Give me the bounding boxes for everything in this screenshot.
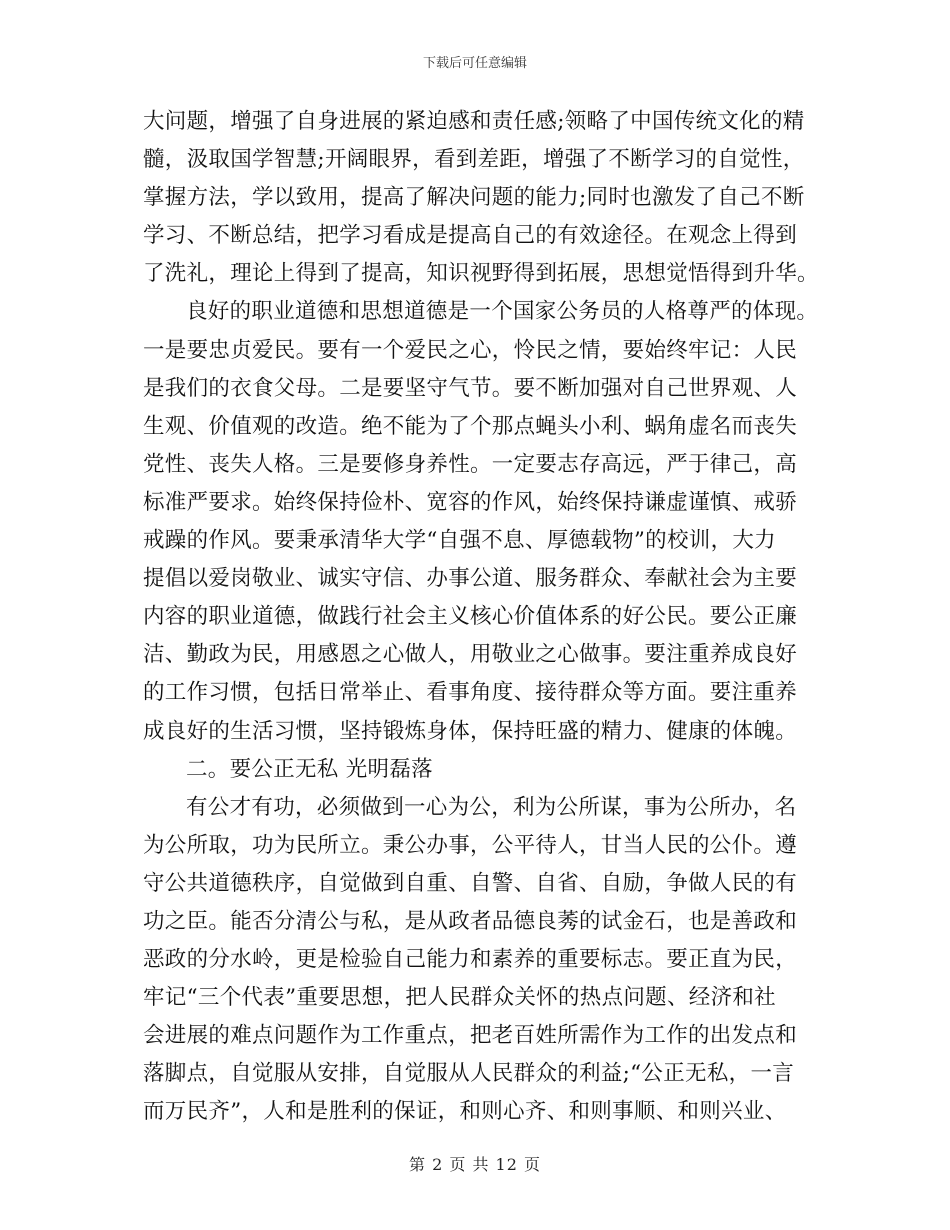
section-heading: 二。要公正无私 光明磊落 xyxy=(186,756,433,782)
body-line: 而万民齐”，人和是胜利的保证，和则心齐、和则事顺、和则兴业、 xyxy=(143,1099,787,1125)
body-line: 标准严要求。始终保持俭朴、宽容的作风，始终保持谦虚谨慎、戒骄 xyxy=(143,489,798,515)
body-line: 提倡以爱岗敬业、诚实守信、办事公道、服务群众、奉献社会为主要 xyxy=(143,566,798,592)
body-line: 党性、丧失人格。三是要修身养性。一定要志存高远，严于律己，高 xyxy=(143,451,798,477)
body-line: 功之臣。能否分清公与私，是从政者品德良莠的试金石，也是善政和 xyxy=(143,908,798,934)
body-line: 一是要忠贞爱民。要有一个爱民之心，怜民之情，要始终牢记：人民 xyxy=(143,337,798,363)
body-line: 守公共道德秩序，自觉做到自重、自警、自省、自励，争做人民的有 xyxy=(143,870,798,896)
body-line: 了洗礼，理论上得到了提高，知识视野得到拓展，思想觉悟得到升华。 xyxy=(143,261,819,287)
body-line: 洁、勤政为民，用感恩之心做人，用敬业之心做事。要注重养成良好 xyxy=(143,642,798,668)
body-line: 落脚点，自觉服从安排，自觉服从人民群众的利益;“公正无私，一言 xyxy=(143,1061,795,1087)
body-line: 恶政的分水岭，更是检验自己能力和素养的重要标志。要正直为民， xyxy=(143,947,798,973)
body-line: 生观、价值观的改造。绝不能为了个那点蝇头小利、蜗角虚名而丧失 xyxy=(143,413,798,439)
page-number-footer: 第 2 页 共 12 页 xyxy=(409,1155,541,1174)
body-line: 会进展的难点问题作为工作重点，把老百姓所需作为工作的出发点和 xyxy=(143,1023,798,1049)
document-body xyxy=(143,103,823,1132)
body-line: 为公所取，功为民所立。秉公办事，公平待人，甘当人民的公仆。遵 xyxy=(143,832,798,858)
body-line: 是我们的衣食父母。二是要坚守气节。要不断加强对自己世界观、人 xyxy=(143,375,798,401)
body-line: 的工作习惯，包括日常举止、看事角度、接待群众等方面。要注重养 xyxy=(143,680,798,706)
paragraph-start-line: 良好的职业道德和思想道德是一个国家公务员的人格尊严的体现。 xyxy=(186,299,819,325)
page-header: 下载后可任意编辑 xyxy=(422,56,527,71)
body-line: 学习、不断总结，把学习看成是提高自己的有效途径。在观念上得到 xyxy=(143,223,798,249)
body-line: 内容的职业道德，做践行社会主义核心价值体系的好公民。要公正廉 xyxy=(143,604,798,630)
body-line: 髓，汲取国学智慧;开阔眼界，看到差距，增强了不断学习的自觉性， xyxy=(143,147,805,173)
body-line: 掌握方法，学以致用，提高了解决问题的能力;同时也激发了自己不断 xyxy=(143,185,805,211)
body-line: 牢记“三个代表”重要思想，把人民群众关怀的热点问题、经济和社 xyxy=(143,985,776,1011)
body-line: 大问题，增强了自身进展的紧迫感和责任感;领略了中国传统文化的精 xyxy=(143,109,805,134)
body-line: 成良好的生活习惯，坚持锻炼身体，保持旺盛的精力、健康的体魄。 xyxy=(143,718,798,744)
paragraph-start-line: 有公才有功，必须做到一心为公，利为公所谋，事为公所办，名 xyxy=(186,794,797,820)
body-line: 戒躁的作风。要秉承清华大学“自强不息、厚德载物”的校训，大力 xyxy=(143,528,776,554)
